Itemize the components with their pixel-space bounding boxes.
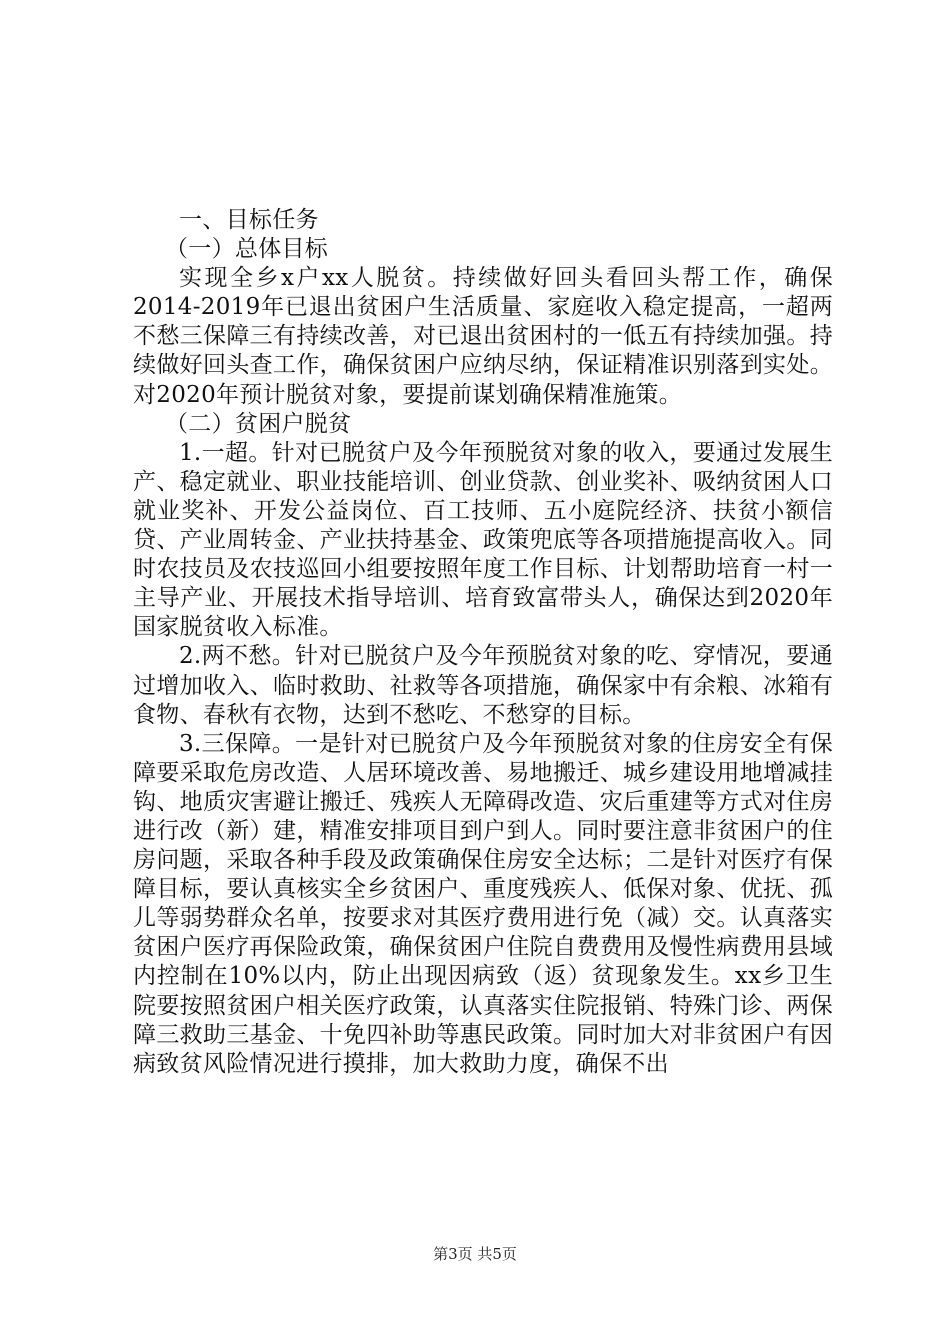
paragraph-item-1: 1.一超。针对已脱贫户及今年预脱贫对象的收入，要通过发展生产、稳定就业、职业技能培训、创业贷款、创业奖补、吸纳贫困人口就业奖补、开发公益岗位、百工技师、五小庭院经济、扶贫小额信贷、产业周转金、产业扶持基金、政策兜底等各项措施提高收入。同时农技员及农技巡回小组要按照年度工作目标、计划帮助培育一村一主导产业、开展技术指导培训、培育致富带头人，确保达到2020年国家脱贫收入标准。 — [133, 439, 833, 641]
paragraph-item-3: 3.三保障。一是针对已脱贫户及今年预脱贫对象的住房安全有保障要采取危房改造、人居环境改善、易地搬迁、城乡建设用地增减挂钩、地质灾害避让搬迁、残疾人无障碍改造、灾后重建等方式对住房进行改（新）建，精准安排项目到户到人。同时要注意非贫困户的住房问题，采取各种手段及政策确保住房安全达标；二是针对医疗有保障目标，要认真核实全乡贫困户、重度残疾人、低保对象、优抚、孤儿等弱势群众名单，按要求对其医疗费用进行免（减）交。认真落实贫困户医疗再保险政策，确保贫困户住院自费费用及慢性病费用县域内控制在10%以内，防止出现因病致（返）贫现象发生。xx乡卫生院要按照贫困户相关医疗政策，认真落实住院报销、特殊门诊、两保障三救助三基金、十免四补助等惠民政策。同时加大对非贫困户有因病致贫风险情况进行摸排，加大救助力度，确保不出 — [133, 730, 833, 1077]
subsection-heading-overall-goal: （一）总体目标 — [165, 236, 329, 263]
page-number-footer: 第3页 共5页 — [433, 1245, 517, 1263]
subsection-heading-poverty-exit: （二）贫困户脱贫 — [165, 410, 352, 437]
paragraph-item-2: 2.两不愁。针对已脱贫户及今年预脱贫对象的吃、穿情况，要通过增加收入、临时救助、社救等各项措施，确保家中有余粮、冰箱有食物、春秋有衣物，达到不愁吃、不愁穿的目标。 — [133, 643, 833, 728]
section-heading: 一、目标任务 — [179, 207, 319, 233]
paragraph-overall-goal: 实现全乡x户xx人脱贫。持续做好回头看回头帮工作，确保2014-2019年已退出贫困户生活质量、家庭收入稳定提高，一超两不愁三保障三有持续改善，对已退出贫困村的一低五有持续加强。持续做好回头查工作，确保贫困户应纳尽纳，保证精准识别落到实处。对2020年预计脱贫对象，要提前谋划确保精准施策。 — [133, 265, 833, 408]
document-body — [133, 206, 833, 1079]
